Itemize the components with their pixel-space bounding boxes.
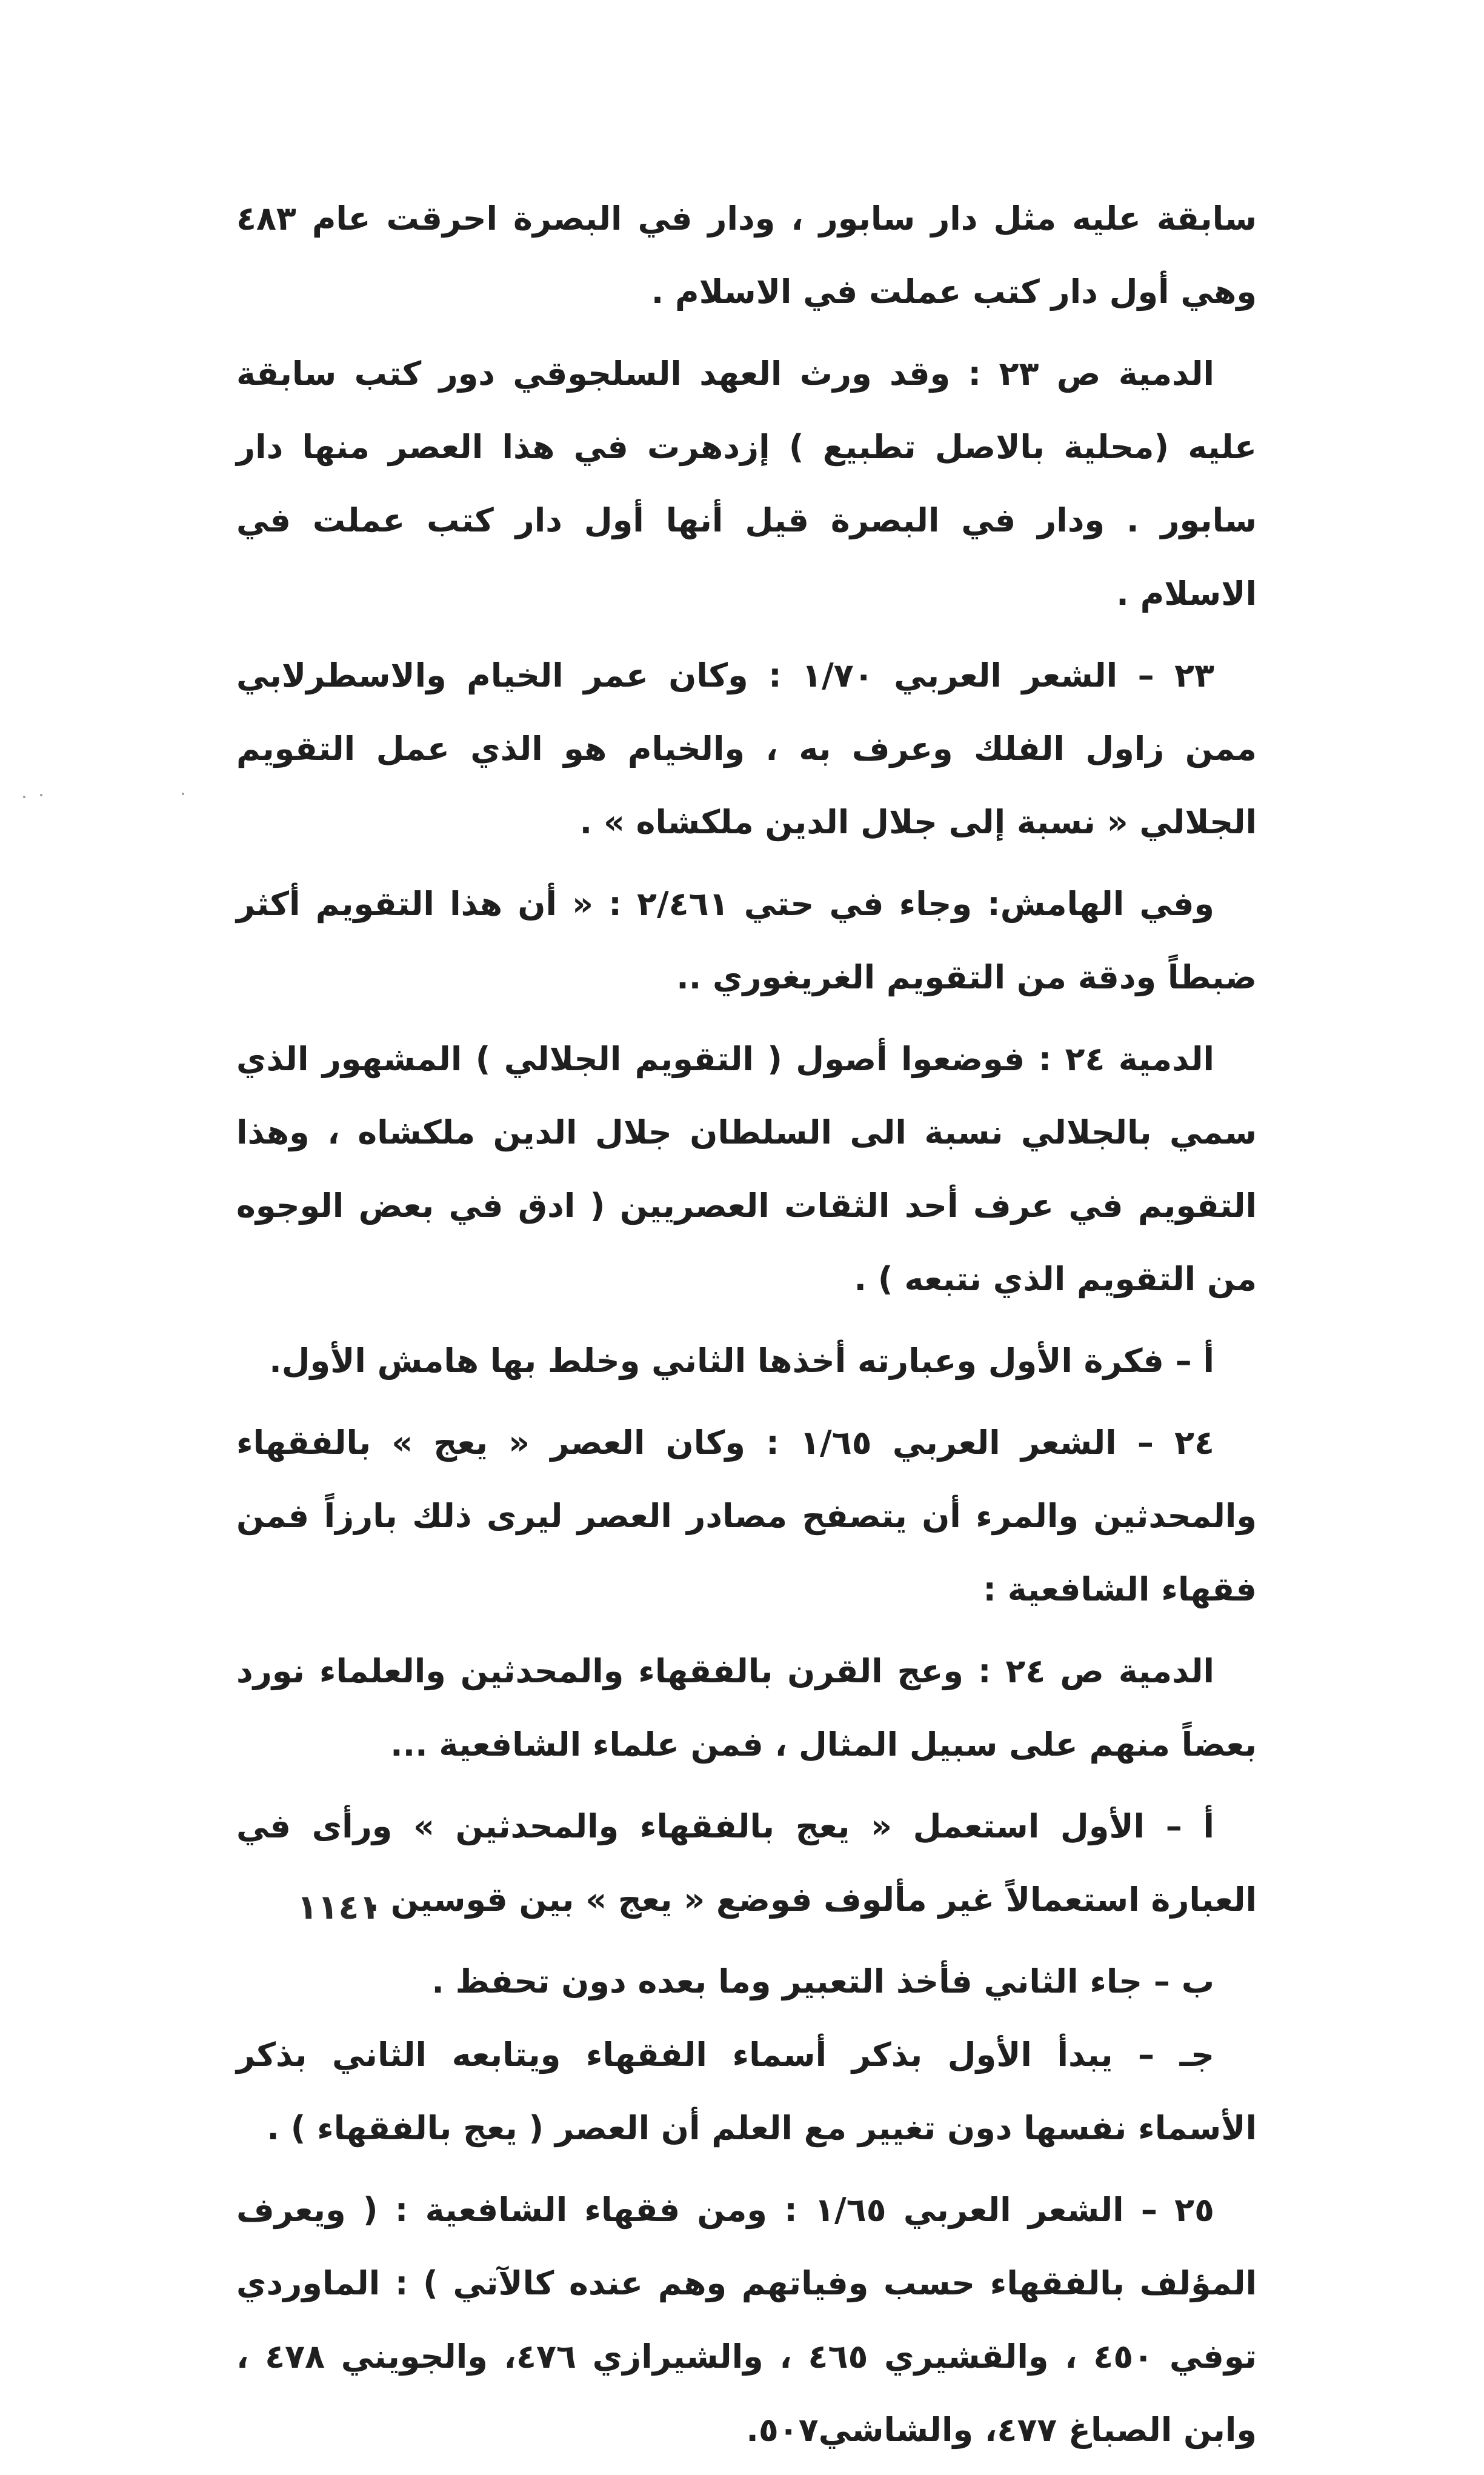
body-text: [236, 182, 1257, 2475]
paragraph-dumya-24-calendar: الدمية ٢٤ : فوضعوا أصول ( التقويم الجلالي ) المشهور الذي سمي بالجلالي نسبة الى السلطان جلال الدين ملكشاه ، وهذا التقويم في عرف أحد الثقات العصريين ( ادق في بعض الوجوه من التقويم الذي نتبعه ) .: [236, 1040, 1257, 1298]
paragraph-note-24: ٢٤ – الشعر العربي ١/٦٥ : وكان العصر « يعج » بالفقهاء والمحدثين والمرء أن يتصفح مصادر العصر ليرى ذلك بارزاً فمن فقهاء الشافعية :: [236, 1424, 1257, 1608]
comparison-item-jim: جـ – يبدأ الأول بذكر أسماء الفقهاء ويتابعه الثاني بذكر الأسماء نفسها دون تغيير مع العلم أن العصر ( يعج بالفقهاء ) .: [236, 2036, 1257, 2147]
paragraph-note-25: ٢٥ – الشعر العربي ١/٦٥ : ومن فقهاء الشافعية : ( ويعرف المؤلف بالفقهاء حسب وفياتهم وهم عنده كالآتي ) : الماوردي توفي ٤٥٠ ، والقشيري ٤٦٥ ، والشيرازي ٤٧٦، والجويني ٤٧٨ ، وابن الصباغ ٤٧٧، والشاشي٥٠٧.: [236, 2191, 1257, 2449]
comparison-item-alif-2: أ – الأول استعمل « يعج بالفقهاء والمحدثين » ورأى في العبارة استعمالاً غير مألوف فوضع « يعج » بين قوسين .: [236, 1807, 1257, 1919]
comparison-item-ba: ب – جاء الثاني فأخذ التعبير وما بعده دون تحفظ .: [431, 1962, 1214, 2000]
comparison-item-alif-1: أ – فكرة الأول وعبارته أخذها الثاني وخلط بها هامش الأول.: [269, 1342, 1214, 1380]
paragraph-dumya-24-jurists: الدمية ص ٢٤ : وعج القرن بالفقهاء والمحدثين والعلماء نورد بعضاً منهم على سبيل المثال ، فمن علماء الشافعية ...: [236, 1652, 1257, 1764]
paragraph-dumya-23: الدمية ص ٢٣ : وقد ورث العهد السلجوقي دور كتب سابقة عليه (محلية بالاصل تطبيع ) إزدهرت في هذا العصر منها دار سابور . ودار في البصرة قيل أنها أول دار كتب عملت في الاسلام .: [236, 355, 1257, 613]
paragraph-continuation: سابقة عليه مثل دار سابور ، ودار في البصرة احرقت عام ٤٨٣ وهي أول دار كتب عملت في الاسلام .: [236, 199, 1257, 311]
paragraph-note-23: ٢٣ – الشعر العربي ١/٧٠ : وكان عمر الخيام والاسطرلابي ممن زاول الفلك وعرف به ، والخيام هو الذي عمل التقويم الجلالي « نسبة إلى جلال الدين ملكشاه » .: [236, 656, 1257, 841]
paragraph-footnote-hitti: وفي الهامش: وجاء في حتي ٢/٤٦١ : « أن هذا التقويم أكثر ضبطاً ودقة من التقويم الغريغوري ..: [236, 885, 1257, 996]
page-number: ١١٤١: [297, 1888, 380, 1927]
scan-speck: [23, 796, 25, 798]
scan-speck: [40, 794, 42, 796]
scan-speck: [182, 793, 184, 795]
